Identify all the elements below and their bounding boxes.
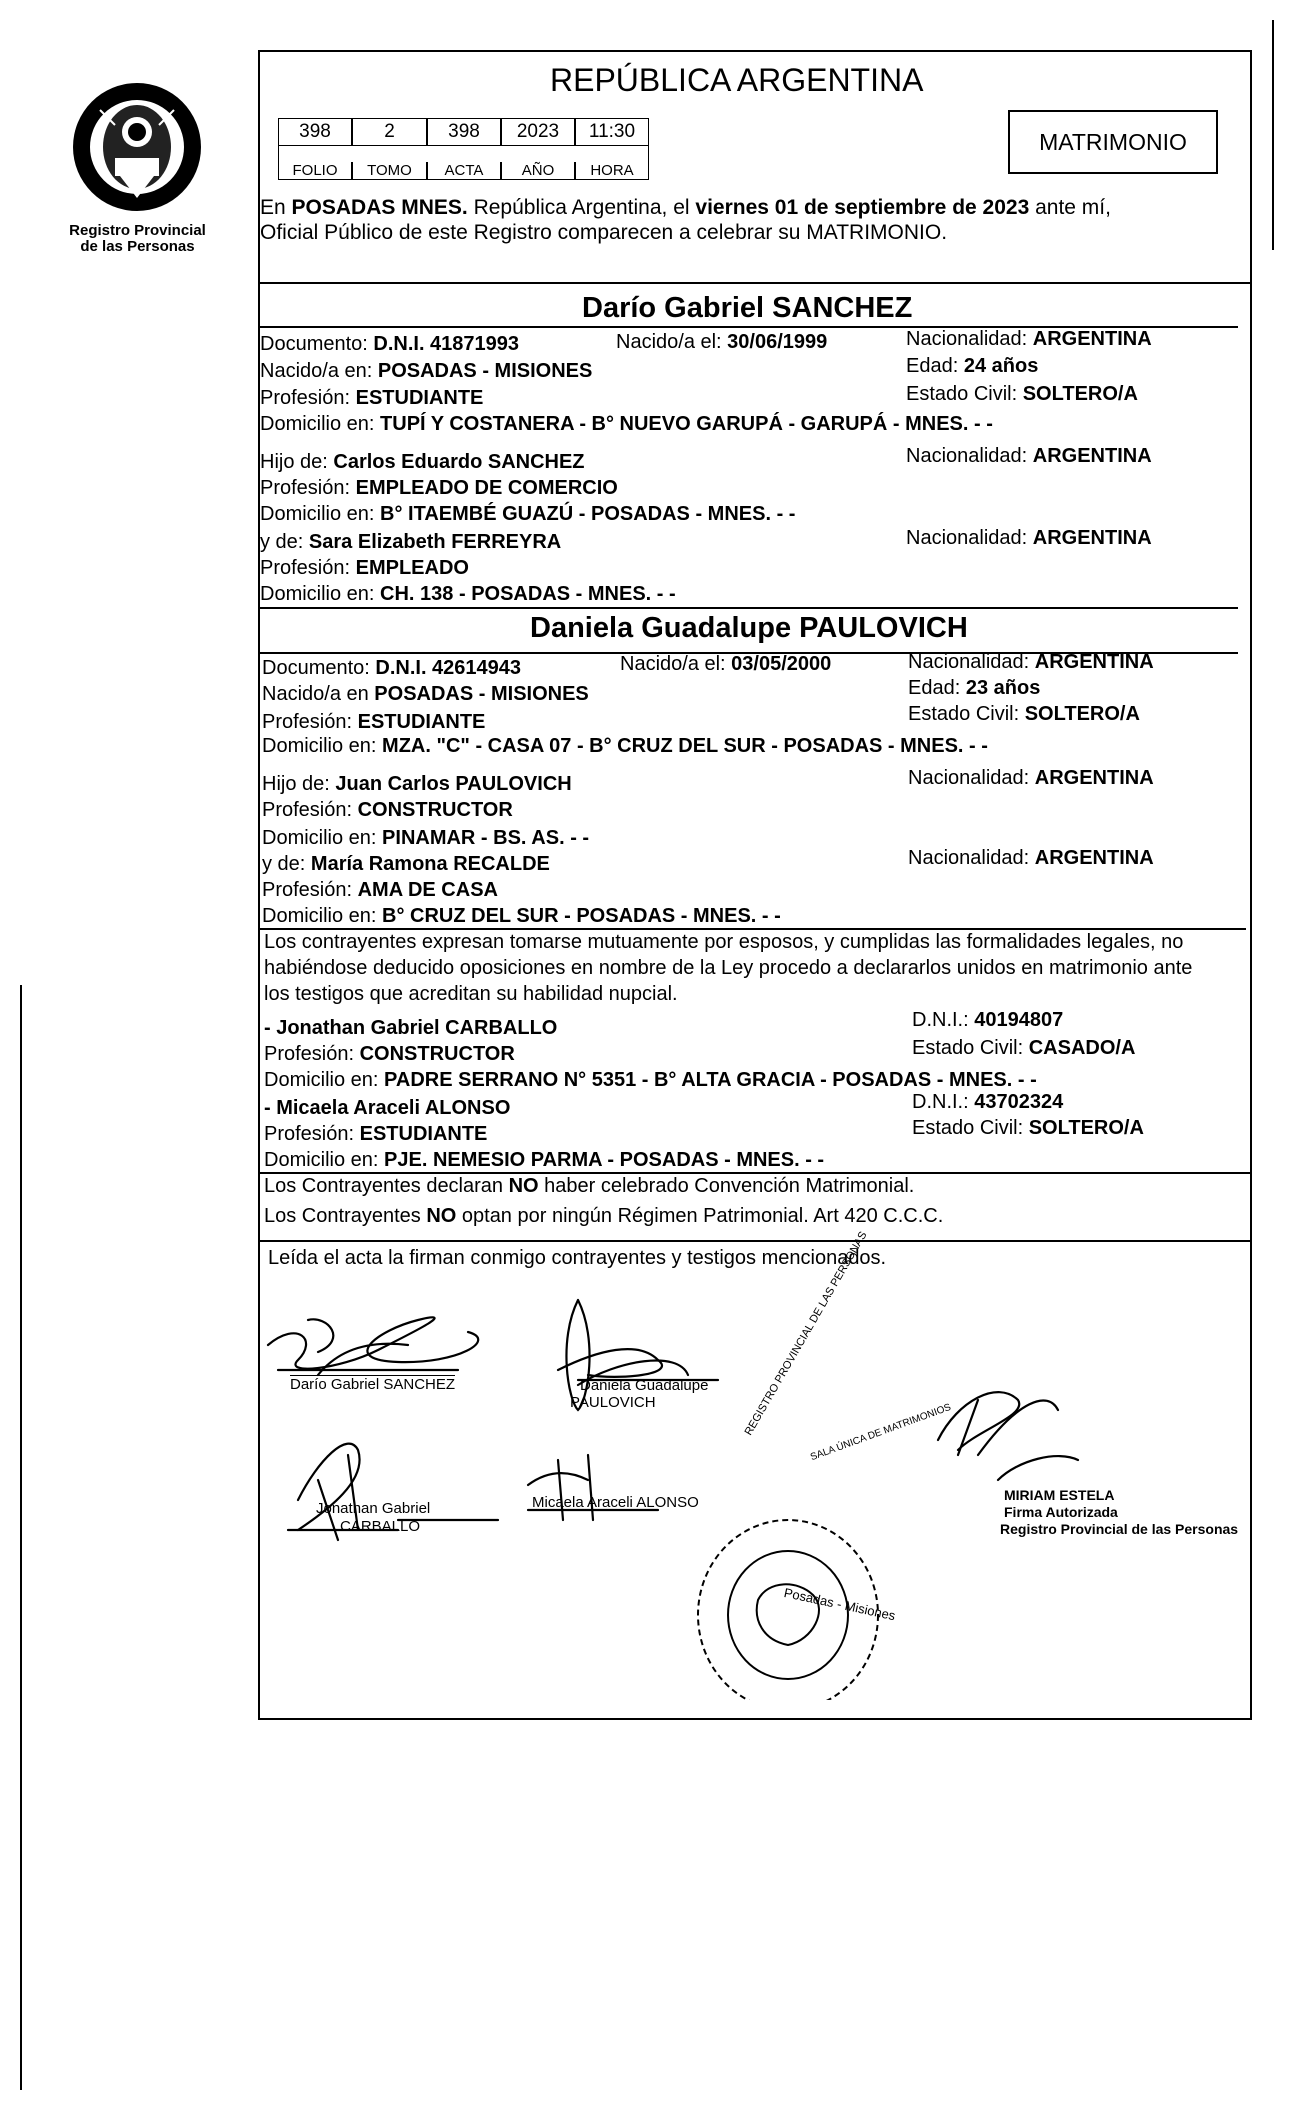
declaration-line-3: los testigos que acreditan su habilidad nupcial. bbox=[264, 983, 678, 1005]
label: Edad: bbox=[908, 677, 966, 699]
registry-logo bbox=[70, 80, 205, 215]
bride-mother-nat-value: ARGENTINA bbox=[1034, 847, 1154, 869]
label: Profesión: bbox=[260, 387, 356, 409]
note-text: haber celebrado Convención Matrimonial. bbox=[538, 1175, 915, 1197]
witness-1-name: - Jonathan Gabriel CARBALLO bbox=[264, 1017, 558, 1039]
label: Hijo de: bbox=[260, 451, 334, 473]
witness-1-dni bbox=[912, 1008, 1063, 1032]
bride-addr bbox=[262, 734, 988, 758]
label: D.N.I.: bbox=[912, 1091, 975, 1113]
label: Documento: bbox=[262, 657, 376, 679]
label: Nacionalidad: bbox=[908, 847, 1035, 869]
groom-mother-prof-value: EMPLEADO bbox=[355, 557, 469, 579]
label: Nacido/a en: bbox=[260, 360, 378, 382]
stamp-inner: SALA ÚNICA DE MATRIMONIOS bbox=[809, 1401, 953, 1464]
official-role: Firma Autorizada bbox=[1004, 1504, 1118, 1520]
label: y de: bbox=[260, 531, 309, 553]
label: Documento: bbox=[260, 333, 374, 355]
groom-father-value: Carlos Eduardo SANCHEZ bbox=[333, 451, 585, 473]
witness-1-civil-value: CASADO/A bbox=[1028, 1037, 1136, 1059]
bride-name: Daniela Guadalupe PAULOVICH bbox=[530, 612, 968, 644]
groom-doc-value: D.N.I. 41871993 bbox=[373, 333, 520, 355]
label: Nacido/a el: bbox=[620, 653, 732, 675]
bride-civil bbox=[908, 702, 1140, 726]
label: Nacionalidad: bbox=[906, 445, 1033, 467]
bride-prof bbox=[262, 710, 485, 734]
label: Profesión: bbox=[260, 557, 356, 579]
label: Nacionalidad: bbox=[906, 527, 1033, 549]
bride-prof-value: ESTUDIANTE bbox=[357, 711, 486, 733]
bride-birthplace bbox=[262, 682, 589, 706]
record-labels-gap bbox=[278, 146, 649, 162]
stamp-bottom: Posadas - Misiones bbox=[782, 1584, 897, 1624]
signature-label-bride-2: PAULOVICH bbox=[570, 1394, 656, 1411]
declaration-line-1: Los contrayentes expresan tomarse mutuamente por esposos, y cumplidas las formalidades legales, no bbox=[264, 931, 1184, 953]
intro-text: ante mí, bbox=[1029, 196, 1111, 219]
groom-mother-nat-value: ARGENTINA bbox=[1032, 527, 1152, 549]
groom-father-addr-value: B° ITAEMBÉ GUAZÚ - POSADAS - MNES. - - bbox=[380, 503, 796, 525]
groom-father bbox=[260, 450, 585, 474]
groom-father-nat bbox=[906, 444, 1152, 468]
groom-mother-addr bbox=[260, 582, 676, 606]
bride-civil-value: SOLTERO/A bbox=[1024, 703, 1140, 725]
intro-line-1 bbox=[260, 196, 1111, 220]
groom-age bbox=[906, 354, 1038, 378]
bride-mother-prof bbox=[262, 878, 498, 902]
folio-value: 398 bbox=[278, 118, 352, 146]
closing-text: Leída el acta la firman conmigo contrayentes y testigos mencionados. bbox=[268, 1247, 887, 1269]
act-type-box bbox=[1008, 110, 1218, 174]
bride-born-value: 03/05/2000 bbox=[731, 653, 832, 675]
right-margin-line bbox=[1272, 20, 1274, 250]
label: Domicilio en: bbox=[264, 1069, 385, 1091]
label: Domicilio en: bbox=[262, 735, 383, 757]
bride-father-prof bbox=[262, 798, 513, 822]
bride-father-value: Juan Carlos PAULOVICH bbox=[335, 773, 572, 795]
hora-label: HORA bbox=[575, 162, 649, 180]
anio-label: AÑO bbox=[501, 162, 575, 180]
acta-value: 398 bbox=[427, 118, 501, 146]
acta-label: ACTA bbox=[427, 162, 501, 180]
signature-label-groom: Darío Gabriel SANCHEZ bbox=[290, 1376, 456, 1393]
label: Nacionalidad: bbox=[908, 651, 1035, 673]
groom-prof-value: ESTUDIANTE bbox=[355, 387, 484, 409]
witness-2-dni-value: 43702324 bbox=[974, 1091, 1064, 1113]
bride-born bbox=[620, 652, 831, 676]
bride-doc bbox=[262, 656, 521, 680]
label: Profesión: bbox=[262, 879, 358, 901]
bride-addr-value: MZA. "C" - CASA 07 - B° CRUZ DEL SUR - POSADAS - MNES. - - bbox=[382, 735, 988, 757]
witness-1-prof-value: CONSTRUCTOR bbox=[359, 1043, 515, 1065]
groom-addr-value: TUPÍ Y COSTANERA - B° NUEVO GARUPÁ - GARUPÁ - MNES. - - bbox=[380, 413, 993, 435]
label: Estado Civil: bbox=[912, 1037, 1029, 1059]
label: Nacido/a en bbox=[262, 683, 375, 705]
bride-mother-prof-value: AMA DE CASA bbox=[357, 879, 498, 901]
label: Domicilio en: bbox=[260, 413, 381, 435]
official-name: MIRIAM ESTELA bbox=[1004, 1487, 1115, 1503]
intro-text: República Argentina, el bbox=[467, 196, 696, 219]
groom-mother-nat bbox=[906, 526, 1152, 550]
declaration-line-2: habiéndose deducido oposiciones en nombre de la Ley procedo a declararlos unidos en matrimonio ante bbox=[264, 957, 1193, 979]
registry-name-line1: Registro Provincial bbox=[69, 222, 206, 239]
groom-born-value: 30/06/1999 bbox=[727, 331, 828, 353]
bride-age bbox=[908, 676, 1040, 700]
label: y de: bbox=[262, 853, 311, 875]
intro-place: POSADAS MNES. bbox=[291, 196, 468, 219]
registry-name-line2: de las Personas bbox=[80, 238, 195, 255]
groom-civil bbox=[906, 382, 1138, 406]
signature-label-witness2: Micaela Araceli ALONSO bbox=[532, 1494, 699, 1511]
signature-label-witness1-1: Jonathan Gabriel bbox=[316, 1500, 431, 1517]
groom-doc bbox=[260, 332, 519, 356]
groom-mother-value: Sara Elizabeth FERREYRA bbox=[308, 531, 562, 553]
groom-born bbox=[616, 330, 827, 354]
intro-date: viernes 01 de septiembre de 2023 bbox=[695, 196, 1030, 219]
folio-label: FOLIO bbox=[278, 162, 352, 180]
label: Hijo de: bbox=[262, 773, 336, 795]
label: D.N.I.: bbox=[912, 1009, 975, 1031]
label: Domicilio en: bbox=[262, 827, 383, 849]
bride-father-nat-value: ARGENTINA bbox=[1034, 767, 1154, 789]
bride-nat-value: ARGENTINA bbox=[1034, 651, 1154, 673]
witness-2-civil bbox=[912, 1116, 1144, 1140]
signature-label-bride-1: Daniela Guadalupe bbox=[580, 1377, 709, 1394]
groom-mother-prof bbox=[260, 556, 469, 580]
bride-mother bbox=[262, 852, 550, 876]
groom-father-nat-value: ARGENTINA bbox=[1032, 445, 1152, 467]
label: Domicilio en: bbox=[260, 503, 381, 525]
official-registry: Registro Provincial de las Personas bbox=[1000, 1521, 1239, 1537]
witness-2-addr-value: PJE. NEMESIO PARMA - POSADAS - MNES. - - bbox=[384, 1149, 825, 1171]
bride-birthplace-value: POSADAS - MISIONES bbox=[374, 683, 589, 705]
scan-edge-line bbox=[20, 985, 22, 2090]
groom-birthplace-value: POSADAS - MISIONES bbox=[377, 360, 593, 382]
intro-line-2: Oficial Público de este Registro comparecen a celebrar su MATRIMONIO. bbox=[260, 221, 948, 244]
groom-nat bbox=[906, 327, 1152, 351]
label: Profesión: bbox=[262, 799, 358, 821]
signature-label-witness1-2: CARBALLO bbox=[340, 1518, 421, 1535]
bride-father bbox=[262, 772, 572, 796]
bride-doc-value: D.N.I. 42614943 bbox=[375, 657, 522, 679]
bride-mother-value: María Ramona RECALDE bbox=[310, 853, 550, 875]
witness-2-prof bbox=[264, 1122, 487, 1146]
label: Estado Civil: bbox=[908, 703, 1025, 725]
note-text: Los Contrayentes declaran bbox=[264, 1175, 509, 1197]
witness-2-dni bbox=[912, 1090, 1063, 1114]
bride-nat bbox=[908, 650, 1154, 674]
label: Domicilio en: bbox=[264, 1149, 385, 1171]
label: Edad: bbox=[906, 355, 964, 377]
groom-nat-value: ARGENTINA bbox=[1032, 328, 1152, 350]
groom-mother bbox=[260, 530, 561, 554]
bride-father-addr bbox=[262, 826, 589, 850]
note-text: optan por ningún Régimen Patrimonial. Art 420 C.C.C. bbox=[456, 1205, 944, 1227]
note-no: NO bbox=[426, 1205, 457, 1227]
bride-father-prof-value: CONSTRUCTOR bbox=[357, 799, 513, 821]
groom-mother-addr-value: CH. 138 - POSADAS - MNES. - - bbox=[380, 583, 676, 605]
groom-father-prof bbox=[260, 476, 618, 500]
bride-mother-addr-value: B° CRUZ DEL SUR - POSADAS - MNES. - - bbox=[382, 905, 781, 927]
hora-value: 11:30 bbox=[575, 118, 649, 146]
label: Profesión: bbox=[260, 477, 356, 499]
tomo-label: TOMO bbox=[352, 162, 427, 180]
label: Profesión: bbox=[262, 711, 358, 733]
stamp-text: REGISTRO PROVINCIAL DE LAS PERSONAS bbox=[742, 1229, 870, 1438]
divider bbox=[258, 607, 1238, 609]
registry-name bbox=[60, 223, 215, 255]
label: Domicilio en: bbox=[260, 583, 381, 605]
act-type-label: MATRIMONIO bbox=[1039, 129, 1187, 155]
bride-age-value: 23 años bbox=[965, 677, 1041, 699]
tomo-value: 2 bbox=[352, 118, 427, 146]
anio-value: 2023 bbox=[501, 118, 575, 146]
witness-2-name: - Micaela Araceli ALONSO bbox=[264, 1097, 511, 1119]
bride-mother-nat bbox=[908, 846, 1154, 870]
groom-addr bbox=[260, 412, 993, 436]
note-text: Los Contrayentes bbox=[264, 1205, 427, 1227]
groom-prof bbox=[260, 386, 483, 410]
groom-name: Darío Gabriel SANCHEZ bbox=[582, 292, 913, 324]
label: Nacido/a el: bbox=[616, 331, 728, 353]
witness-2-addr bbox=[264, 1148, 824, 1172]
intro-text: En bbox=[260, 196, 292, 219]
label: Nacionalidad: bbox=[906, 328, 1033, 350]
label: Estado Civil: bbox=[906, 383, 1023, 405]
label: Profesión: bbox=[264, 1123, 360, 1145]
divider bbox=[258, 282, 1252, 284]
groom-age-value: 24 años bbox=[963, 355, 1039, 377]
groom-birthplace bbox=[260, 359, 592, 383]
convention-note bbox=[264, 1174, 914, 1198]
witness-1-prof bbox=[264, 1042, 515, 1066]
label: Nacionalidad: bbox=[908, 767, 1035, 789]
label: Estado Civil: bbox=[912, 1117, 1029, 1139]
witness-1-civil bbox=[912, 1036, 1135, 1060]
witness-1-addr-value: PADRE SERRANO N° 5351 - B° ALTA GRACIA - POSADAS - MNES. - - bbox=[384, 1069, 1037, 1091]
groom-civil-value: SOLTERO/A bbox=[1022, 383, 1138, 405]
witness-2-prof-value: ESTUDIANTE bbox=[359, 1123, 488, 1145]
groom-father-addr bbox=[260, 502, 795, 526]
regime-note bbox=[264, 1204, 943, 1228]
witness-1-dni-value: 40194807 bbox=[974, 1009, 1064, 1031]
witness-1-addr bbox=[264, 1068, 1037, 1092]
bride-father-addr-value: PINAMAR - BS. AS. - - bbox=[382, 827, 590, 849]
bride-mother-addr bbox=[262, 904, 781, 928]
bride-father-nat bbox=[908, 766, 1154, 790]
note-no: NO bbox=[508, 1175, 539, 1197]
divider bbox=[258, 1240, 1252, 1242]
label: Profesión: bbox=[264, 1043, 360, 1065]
witness-2-civil-value: SOLTERO/A bbox=[1028, 1117, 1144, 1139]
groom-father-prof-value: EMPLEADO DE COMERCIO bbox=[355, 477, 618, 499]
page-title: REPÚBLICA ARGENTINA bbox=[550, 62, 924, 98]
label: Domicilio en: bbox=[262, 905, 383, 927]
